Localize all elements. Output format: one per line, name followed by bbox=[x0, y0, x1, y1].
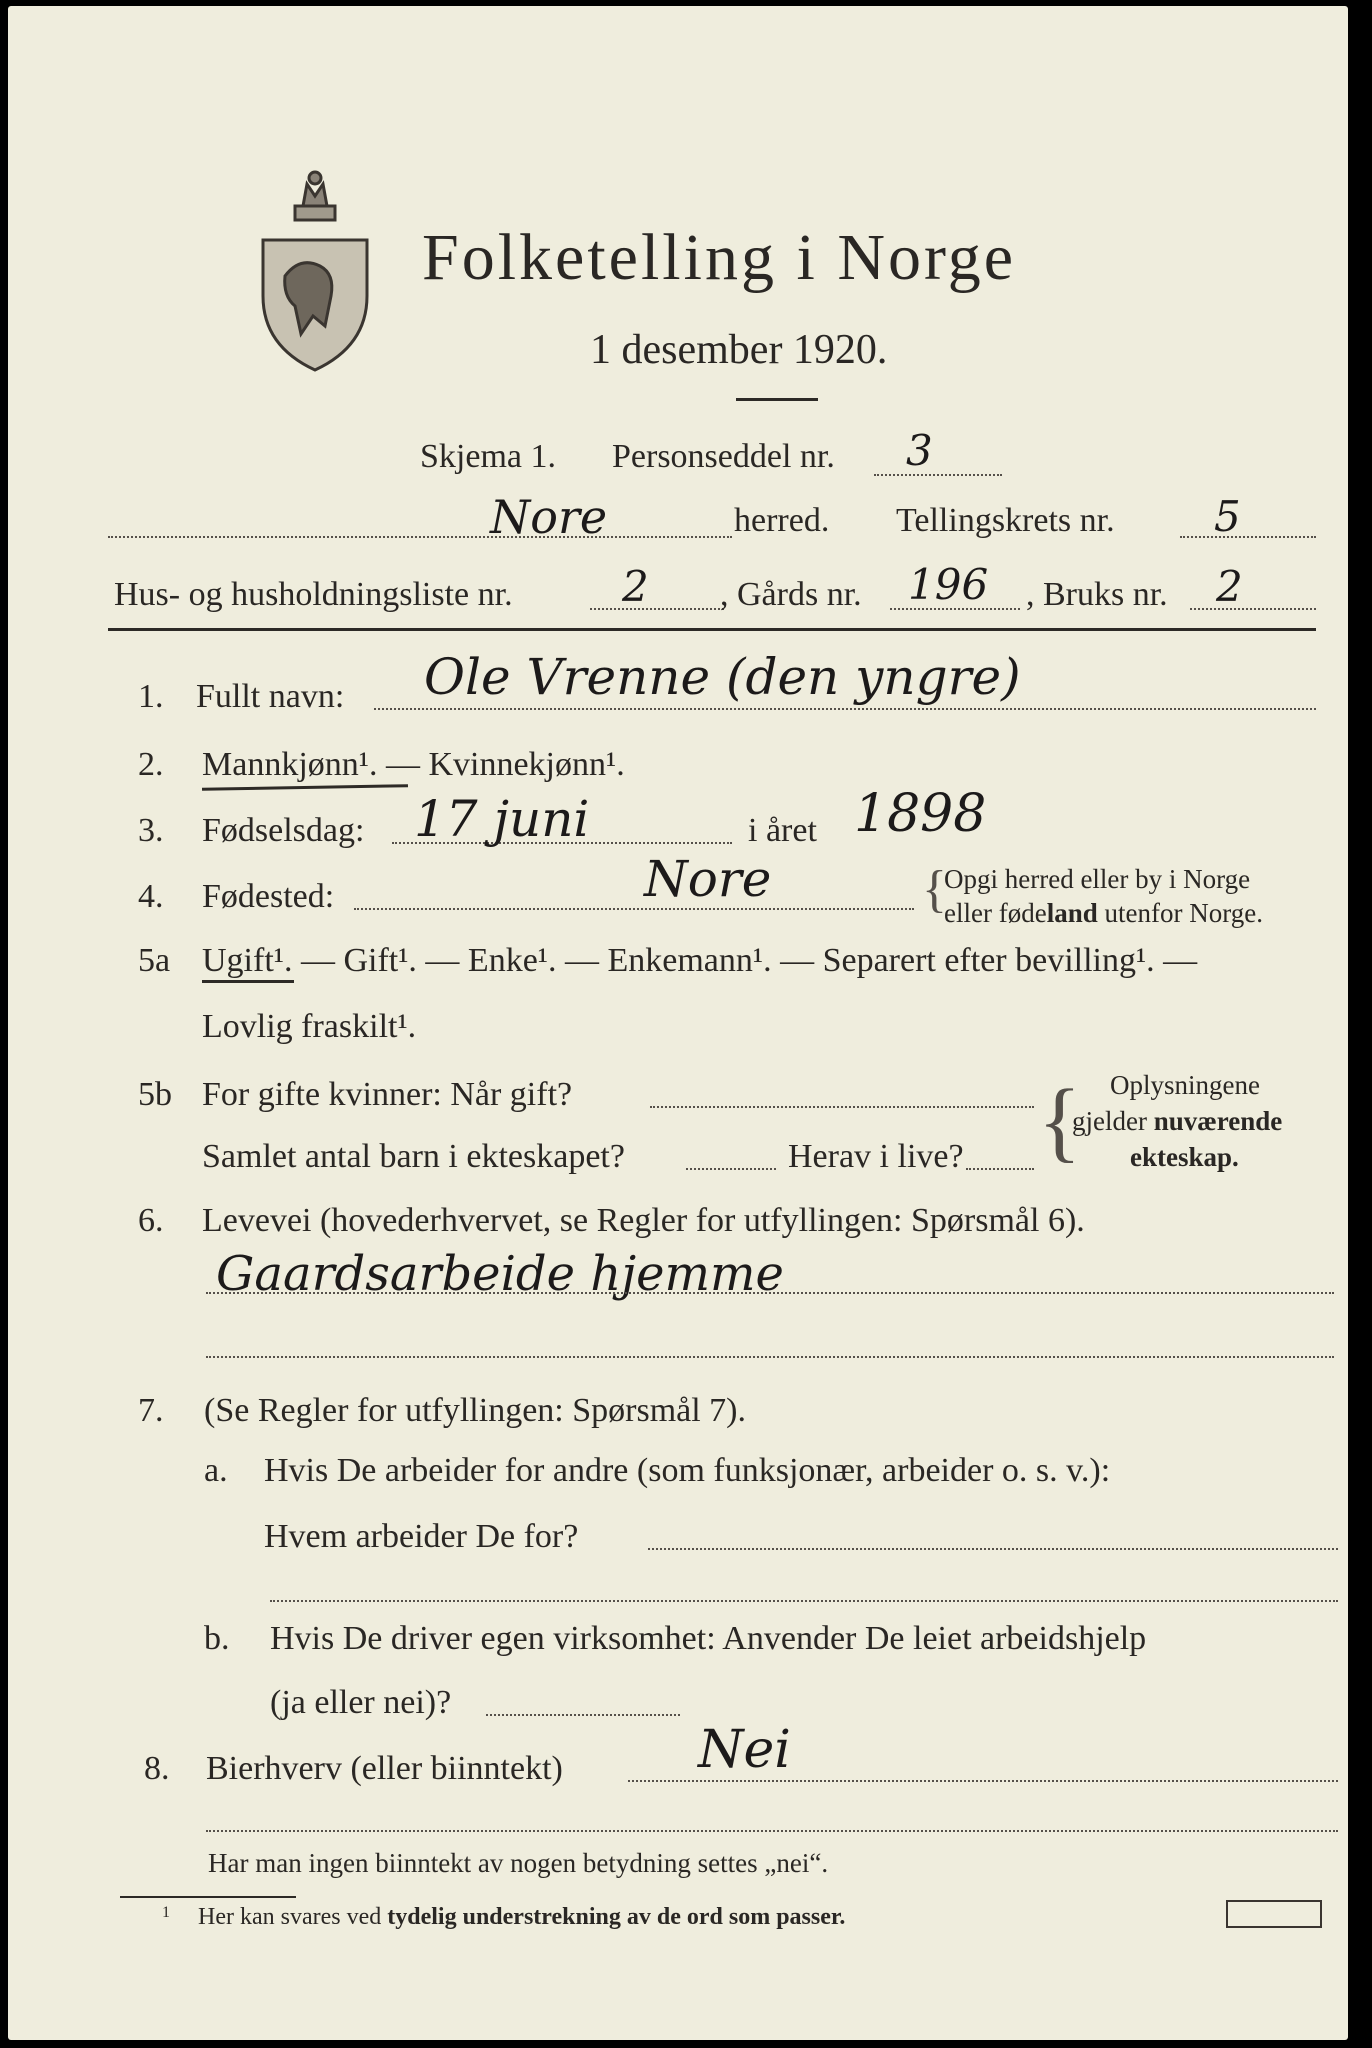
q3-year-value[interactable]: 1898 bbox=[854, 784, 987, 844]
header-divider bbox=[108, 628, 1316, 631]
q5a-line2: Lovlig fraskilt¹. bbox=[202, 1008, 417, 1045]
herred-line bbox=[108, 536, 732, 538]
hus-line bbox=[590, 608, 724, 610]
q5b-married-line bbox=[650, 1106, 1034, 1108]
census-form bbox=[8, 6, 1348, 2040]
q5b-note2-text: gjelder bbox=[1072, 1106, 1154, 1136]
q7a-line2: Hvem arbeider De for? bbox=[264, 1518, 579, 1555]
q4-note-text: eller føde bbox=[944, 898, 1047, 928]
q4-note-tail: utenfor Norge. bbox=[1097, 898, 1263, 928]
q6-label: Levevei (hovederhvervet, se Regler for utfyllingen: Spørsmål 6). bbox=[202, 1202, 1085, 1239]
footnote-text: Her kan svares ved bbox=[198, 1904, 388, 1930]
footnote-number: 1 bbox=[162, 1904, 170, 1921]
q1-line bbox=[374, 708, 1316, 710]
footnote-rule bbox=[120, 1896, 296, 1898]
gards-value[interactable]: 196 bbox=[908, 560, 989, 609]
q4-note-line1: Opgi herred eller by i Norge bbox=[944, 864, 1251, 894]
q6-line1 bbox=[206, 1292, 1334, 1294]
q5a-line1: Ugift¹. — Gift¹. — Enke¹. — Enkemann¹. — Separert efter bevilling¹. — bbox=[202, 942, 1198, 979]
footnote bbox=[162, 1904, 846, 1931]
q5b-note2 bbox=[1072, 1106, 1282, 1137]
q7a-line bbox=[648, 1548, 1338, 1550]
gards-label: , Gårds nr. bbox=[720, 576, 862, 613]
q6-number: 6. bbox=[138, 1202, 164, 1239]
hus-label: Hus- og husholdningsliste nr. bbox=[114, 576, 513, 613]
q3-label: Fødselsdag: bbox=[202, 812, 365, 849]
q8-line bbox=[628, 1780, 1338, 1782]
personseddel-value[interactable]: 3 bbox=[906, 426, 933, 475]
bruks-value[interactable]: 2 bbox=[1216, 562, 1243, 611]
q7b-line2: (ja eller nei)? bbox=[270, 1684, 452, 1721]
q5b-brace: { bbox=[1038, 1072, 1082, 1171]
q7a-letter: a. bbox=[204, 1452, 228, 1489]
q7a-line-extra bbox=[270, 1600, 1338, 1602]
q3-year-label: i året bbox=[748, 812, 817, 849]
form-title: Folketelling i Norge bbox=[422, 221, 1017, 294]
tellingskrets-value[interactable]: 5 bbox=[1214, 492, 1241, 541]
bruks-label: , Bruks nr. bbox=[1026, 576, 1168, 613]
q5b-number: 5b bbox=[138, 1076, 172, 1113]
coat-of-arms-icon bbox=[255, 166, 375, 372]
q7-label: (Se Regler for utfyllingen: Spørsmål 7). bbox=[204, 1392, 747, 1429]
q5b-alive-line bbox=[966, 1168, 1034, 1170]
schema-label: Skjema 1. bbox=[420, 438, 556, 475]
census-date: 1 desember 1920. bbox=[590, 327, 888, 373]
q1-number: 1. bbox=[138, 678, 164, 715]
q1-label: Fullt navn: bbox=[196, 678, 345, 715]
q4-number: 4. bbox=[138, 878, 164, 915]
q3-number: 3. bbox=[138, 812, 164, 849]
q2-mann-underline bbox=[202, 784, 408, 791]
personseddel-line bbox=[874, 474, 1002, 476]
q5a-ugift-underline bbox=[202, 980, 294, 983]
q8-value[interactable]: Nei bbox=[698, 1720, 791, 1780]
printer-stamp bbox=[1226, 1900, 1322, 1928]
q3-day-value[interactable]: 17 juni bbox=[414, 790, 590, 848]
tellingskrets-label: Tellingskrets nr. bbox=[896, 502, 1115, 539]
hus-value[interactable]: 2 bbox=[622, 562, 649, 611]
q8-number: 8. bbox=[144, 1750, 170, 1787]
herred-label: herred. bbox=[734, 502, 830, 539]
q2-label: Mannkjønn¹. — Kvinnekjønn¹. bbox=[202, 746, 625, 783]
q4-line bbox=[354, 908, 914, 910]
q4-label: Fødested: bbox=[202, 878, 335, 915]
q8-line-extra bbox=[206, 1830, 1338, 1832]
tellingskrets-line bbox=[1180, 536, 1316, 538]
q5b-note3: ekteskap. bbox=[1130, 1142, 1239, 1172]
bruks-line bbox=[1190, 608, 1316, 610]
q5b-note1: Oplysningene bbox=[1110, 1070, 1260, 1100]
q7-number: 7. bbox=[138, 1392, 164, 1429]
title-divider bbox=[736, 398, 818, 401]
q7a-line1: Hvis De arbeider for andre (som funksjonær, arbeider o. s. v.): bbox=[264, 1452, 1111, 1489]
herred-value[interactable]: Nore bbox=[490, 490, 608, 544]
q7b-line bbox=[486, 1714, 680, 1716]
footnote-bold: tydelig understrekning av de ord som passer. bbox=[387, 1904, 846, 1930]
q1-value[interactable]: Ole Vrenne (den yngre) bbox=[424, 648, 1021, 706]
q5a-number: 5a bbox=[138, 942, 171, 979]
q4-note-line2 bbox=[944, 898, 1263, 929]
q7b-line1: Hvis De driver egen virksomhet: Anvender De leiet arbeidshjelp bbox=[270, 1620, 1147, 1657]
personseddel-label: Personseddel nr. bbox=[612, 438, 835, 475]
q6-value[interactable]: Gaardsarbeide hjemme bbox=[216, 1246, 784, 1302]
q5b-line1: For gifte kvinner: Når gift? bbox=[202, 1076, 573, 1113]
q5b-line2b: Herav i live? bbox=[788, 1138, 964, 1175]
q2-number: 2. bbox=[138, 746, 164, 783]
q4-note-bold: land bbox=[1046, 898, 1098, 928]
footer-note: Har man ingen biinntekt av nogen betydning settes „nei“. bbox=[208, 1848, 829, 1878]
q8-label: Bierhverv (eller biinntekt) bbox=[206, 1750, 563, 1787]
q4-brace: { bbox=[922, 861, 947, 918]
q7b-letter: b. bbox=[204, 1620, 230, 1657]
q4-value[interactable]: Nore bbox=[644, 850, 772, 908]
q5b-line2a: Samlet antal barn i ekteskapet? bbox=[202, 1138, 625, 1175]
q5b-note2-bold: nuværende bbox=[1153, 1106, 1283, 1136]
q5b-children-line bbox=[686, 1168, 776, 1170]
q6-line2 bbox=[206, 1356, 1334, 1358]
